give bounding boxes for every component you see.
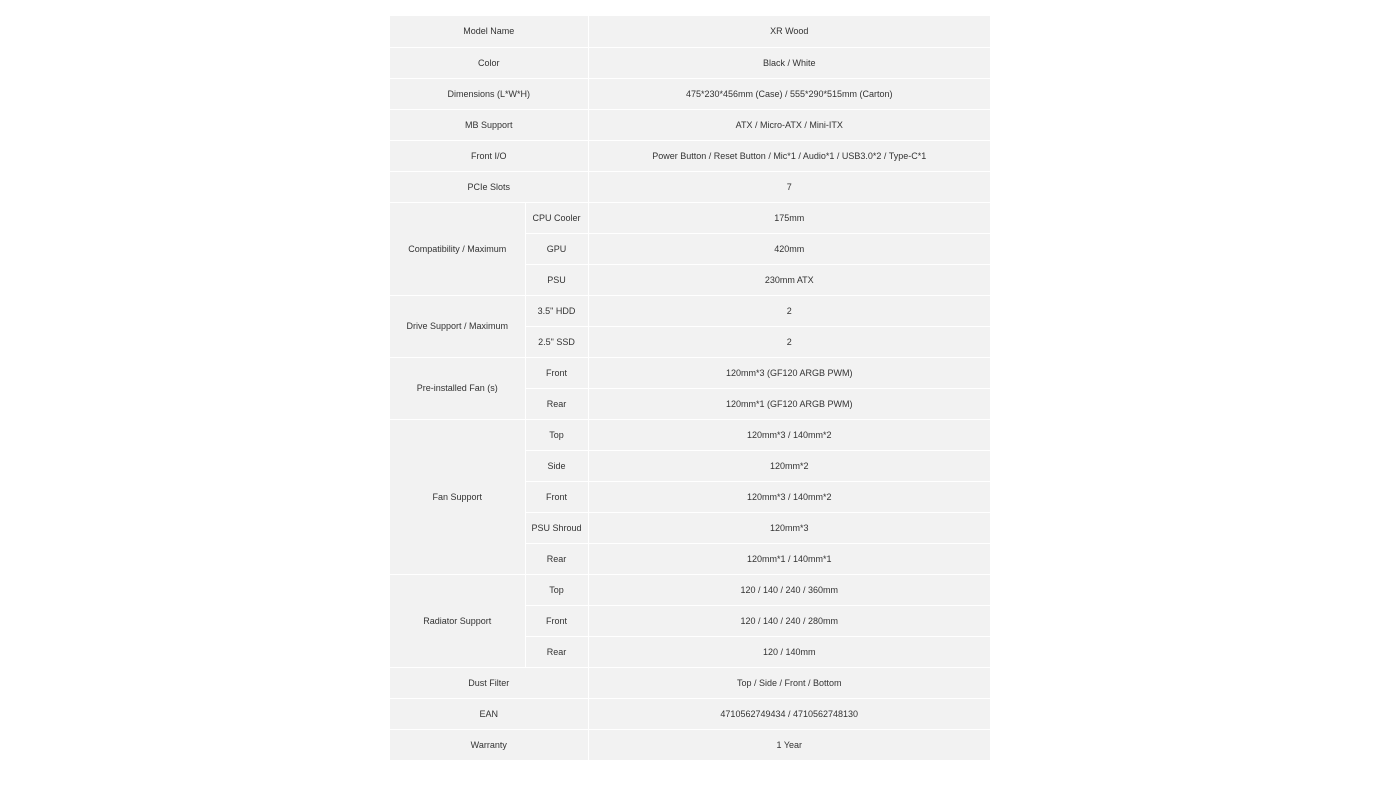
- table-row: [390, 574, 990, 605]
- spec-label-pcie-slots: PCIe Slots: [390, 171, 588, 202]
- table-row: [390, 78, 990, 109]
- spec-group-compatibility: Compatibility / Maximum: [390, 202, 525, 295]
- spec-value: 175mm: [588, 202, 990, 233]
- spec-value-front-io: Power Button / Reset Button / Mic*1 / Audio*1 / USB3.0*2 / Type-C*1: [588, 140, 990, 171]
- spec-value: 120 / 140mm: [588, 636, 990, 667]
- spec-label-front-io: Front I/O: [390, 140, 588, 171]
- spec-value: 120mm*3 / 140mm*2: [588, 481, 990, 512]
- spec-value-ean: 4710562749434 / 4710562748130: [588, 698, 990, 729]
- spec-value: 230mm ATX: [588, 264, 990, 295]
- spec-sublabel: Rear: [525, 636, 588, 667]
- spec-value: 120mm*1 / 140mm*1: [588, 543, 990, 574]
- spec-value: 420mm: [588, 233, 990, 264]
- spec-value-dust-filter: Top / Side / Front / Bottom: [588, 667, 990, 698]
- spec-sublabel: Rear: [525, 543, 588, 574]
- spec-sublabel: Side: [525, 450, 588, 481]
- spec-sublabel: Front: [525, 357, 588, 388]
- table-row: [390, 667, 990, 698]
- spec-label-ean: EAN: [390, 698, 588, 729]
- spec-value-warranty: 1 Year: [588, 729, 990, 760]
- spec-label-warranty: Warranty: [390, 729, 588, 760]
- table-row: [390, 47, 990, 78]
- spec-sublabel: Front: [525, 481, 588, 512]
- spec-value-color: Black / White: [588, 47, 990, 78]
- spec-value: 2: [588, 295, 990, 326]
- spec-label-dust-filter: Dust Filter: [390, 667, 588, 698]
- spec-value: 120 / 140 / 240 / 360mm: [588, 574, 990, 605]
- spec-label-color: Color: [390, 47, 588, 78]
- spec-label-dimensions: Dimensions (L*W*H): [390, 78, 588, 109]
- table-row: [390, 698, 990, 729]
- table-row: [390, 171, 990, 202]
- spec-value: 2: [588, 326, 990, 357]
- spec-sublabel: Top: [525, 419, 588, 450]
- table-row: [390, 202, 990, 233]
- spec-group-fan-support: Fan Support: [390, 419, 525, 574]
- table-row: [390, 419, 990, 450]
- spec-sublabel: GPU: [525, 233, 588, 264]
- spec-group-preinstalled-fans: Pre-installed Fan (s): [390, 357, 525, 419]
- spec-value-mb-support: ATX / Micro-ATX / Mini-ITX: [588, 109, 990, 140]
- spec-label-model-name: Model Name: [390, 16, 588, 47]
- spec-sublabel: PSU: [525, 264, 588, 295]
- spec-sublabel: Top: [525, 574, 588, 605]
- spec-sublabel: Rear: [525, 388, 588, 419]
- spec-value: 120mm*3 (GF120 ARGB PWM): [588, 357, 990, 388]
- spec-table: [390, 16, 990, 761]
- spec-label-mb-support: MB Support: [390, 109, 588, 140]
- table-row: [390, 357, 990, 388]
- spec-sublabel: 3.5" HDD: [525, 295, 588, 326]
- spec-value: 120mm*2: [588, 450, 990, 481]
- table-row: [390, 140, 990, 171]
- spec-value-pcie-slots: 7: [588, 171, 990, 202]
- spec-value: 120mm*1 (GF120 ARGB PWM): [588, 388, 990, 419]
- spec-value: 120mm*3: [588, 512, 990, 543]
- spec-sublabel: PSU Shroud: [525, 512, 588, 543]
- spec-sublabel: Front: [525, 605, 588, 636]
- spec-value-dimensions: 475*230*456mm (Case) / 555*290*515mm (Carton): [588, 78, 990, 109]
- table-row: [390, 295, 990, 326]
- spec-sublabel: 2.5" SSD: [525, 326, 588, 357]
- spec-value: 120mm*3 / 140mm*2: [588, 419, 990, 450]
- table-row: [390, 16, 990, 47]
- table-row: [390, 729, 990, 760]
- table-row: [390, 109, 990, 140]
- spec-group-drive-support: Drive Support / Maximum: [390, 295, 525, 357]
- spec-sublabel: CPU Cooler: [525, 202, 588, 233]
- spec-group-radiator-support: Radiator Support: [390, 574, 525, 667]
- spec-value: 120 / 140 / 240 / 280mm: [588, 605, 990, 636]
- spec-value-model-name: XR Wood: [588, 16, 990, 47]
